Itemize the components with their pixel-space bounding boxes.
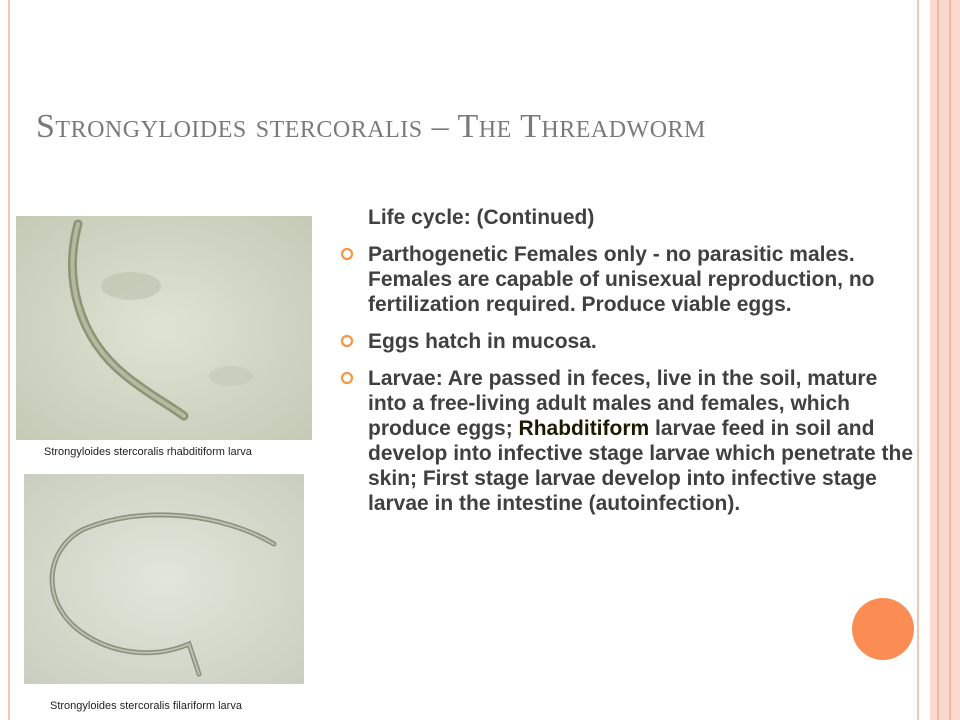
bullet-ring-icon <box>340 371 354 385</box>
bullet-text: Parthogenetic Females only - no parasitic males. Females are capable of unisexual reproduction, no fertilization required. Produce viable eggs. <box>368 243 875 316</box>
filariform-larva-caption: Strongyloides stercoralis filariform larva <box>50 700 242 712</box>
filariform-larva-photo <box>24 474 304 684</box>
slide-body <box>340 206 920 528</box>
bullet-ring-icon <box>340 247 354 261</box>
decorative-orange-circle <box>852 598 914 660</box>
slide-title: Strongyloides stercoralis – The Threadworm <box>36 108 706 145</box>
rhabditiform-larva-caption: Strongyloides stercoralis rhabditiform larva <box>44 446 252 458</box>
bullet-ring-icon <box>340 334 354 348</box>
list-item <box>340 329 920 354</box>
slide-frame-left-line <box>8 0 10 720</box>
list-item <box>340 242 920 317</box>
bullet-text: larvae feed in soil and develop into infective stage larvae which penetrate the skin; First stage larvae develop into infective stage larvae in the intestine (autoinfection). <box>368 417 913 515</box>
slide-frame-right-stripe <box>949 0 951 720</box>
slide-frame-right-band <box>930 0 960 720</box>
bullet-list <box>340 242 920 516</box>
rhabditiform-larva-photo <box>16 216 312 440</box>
slide-frame-right-stripe <box>937 0 939 720</box>
life-cycle-subhead: Life cycle: (Continued) <box>368 206 595 229</box>
bullet-text: Eggs hatch in mucosa. <box>368 330 597 353</box>
highlighted-term: Rhabditiform <box>518 417 650 440</box>
bullet-text: Larvae: Are passed in feces, live in the soil, mature into a free-living adult males and females, which produce eggs; <box>368 367 878 440</box>
list-item <box>340 366 920 516</box>
